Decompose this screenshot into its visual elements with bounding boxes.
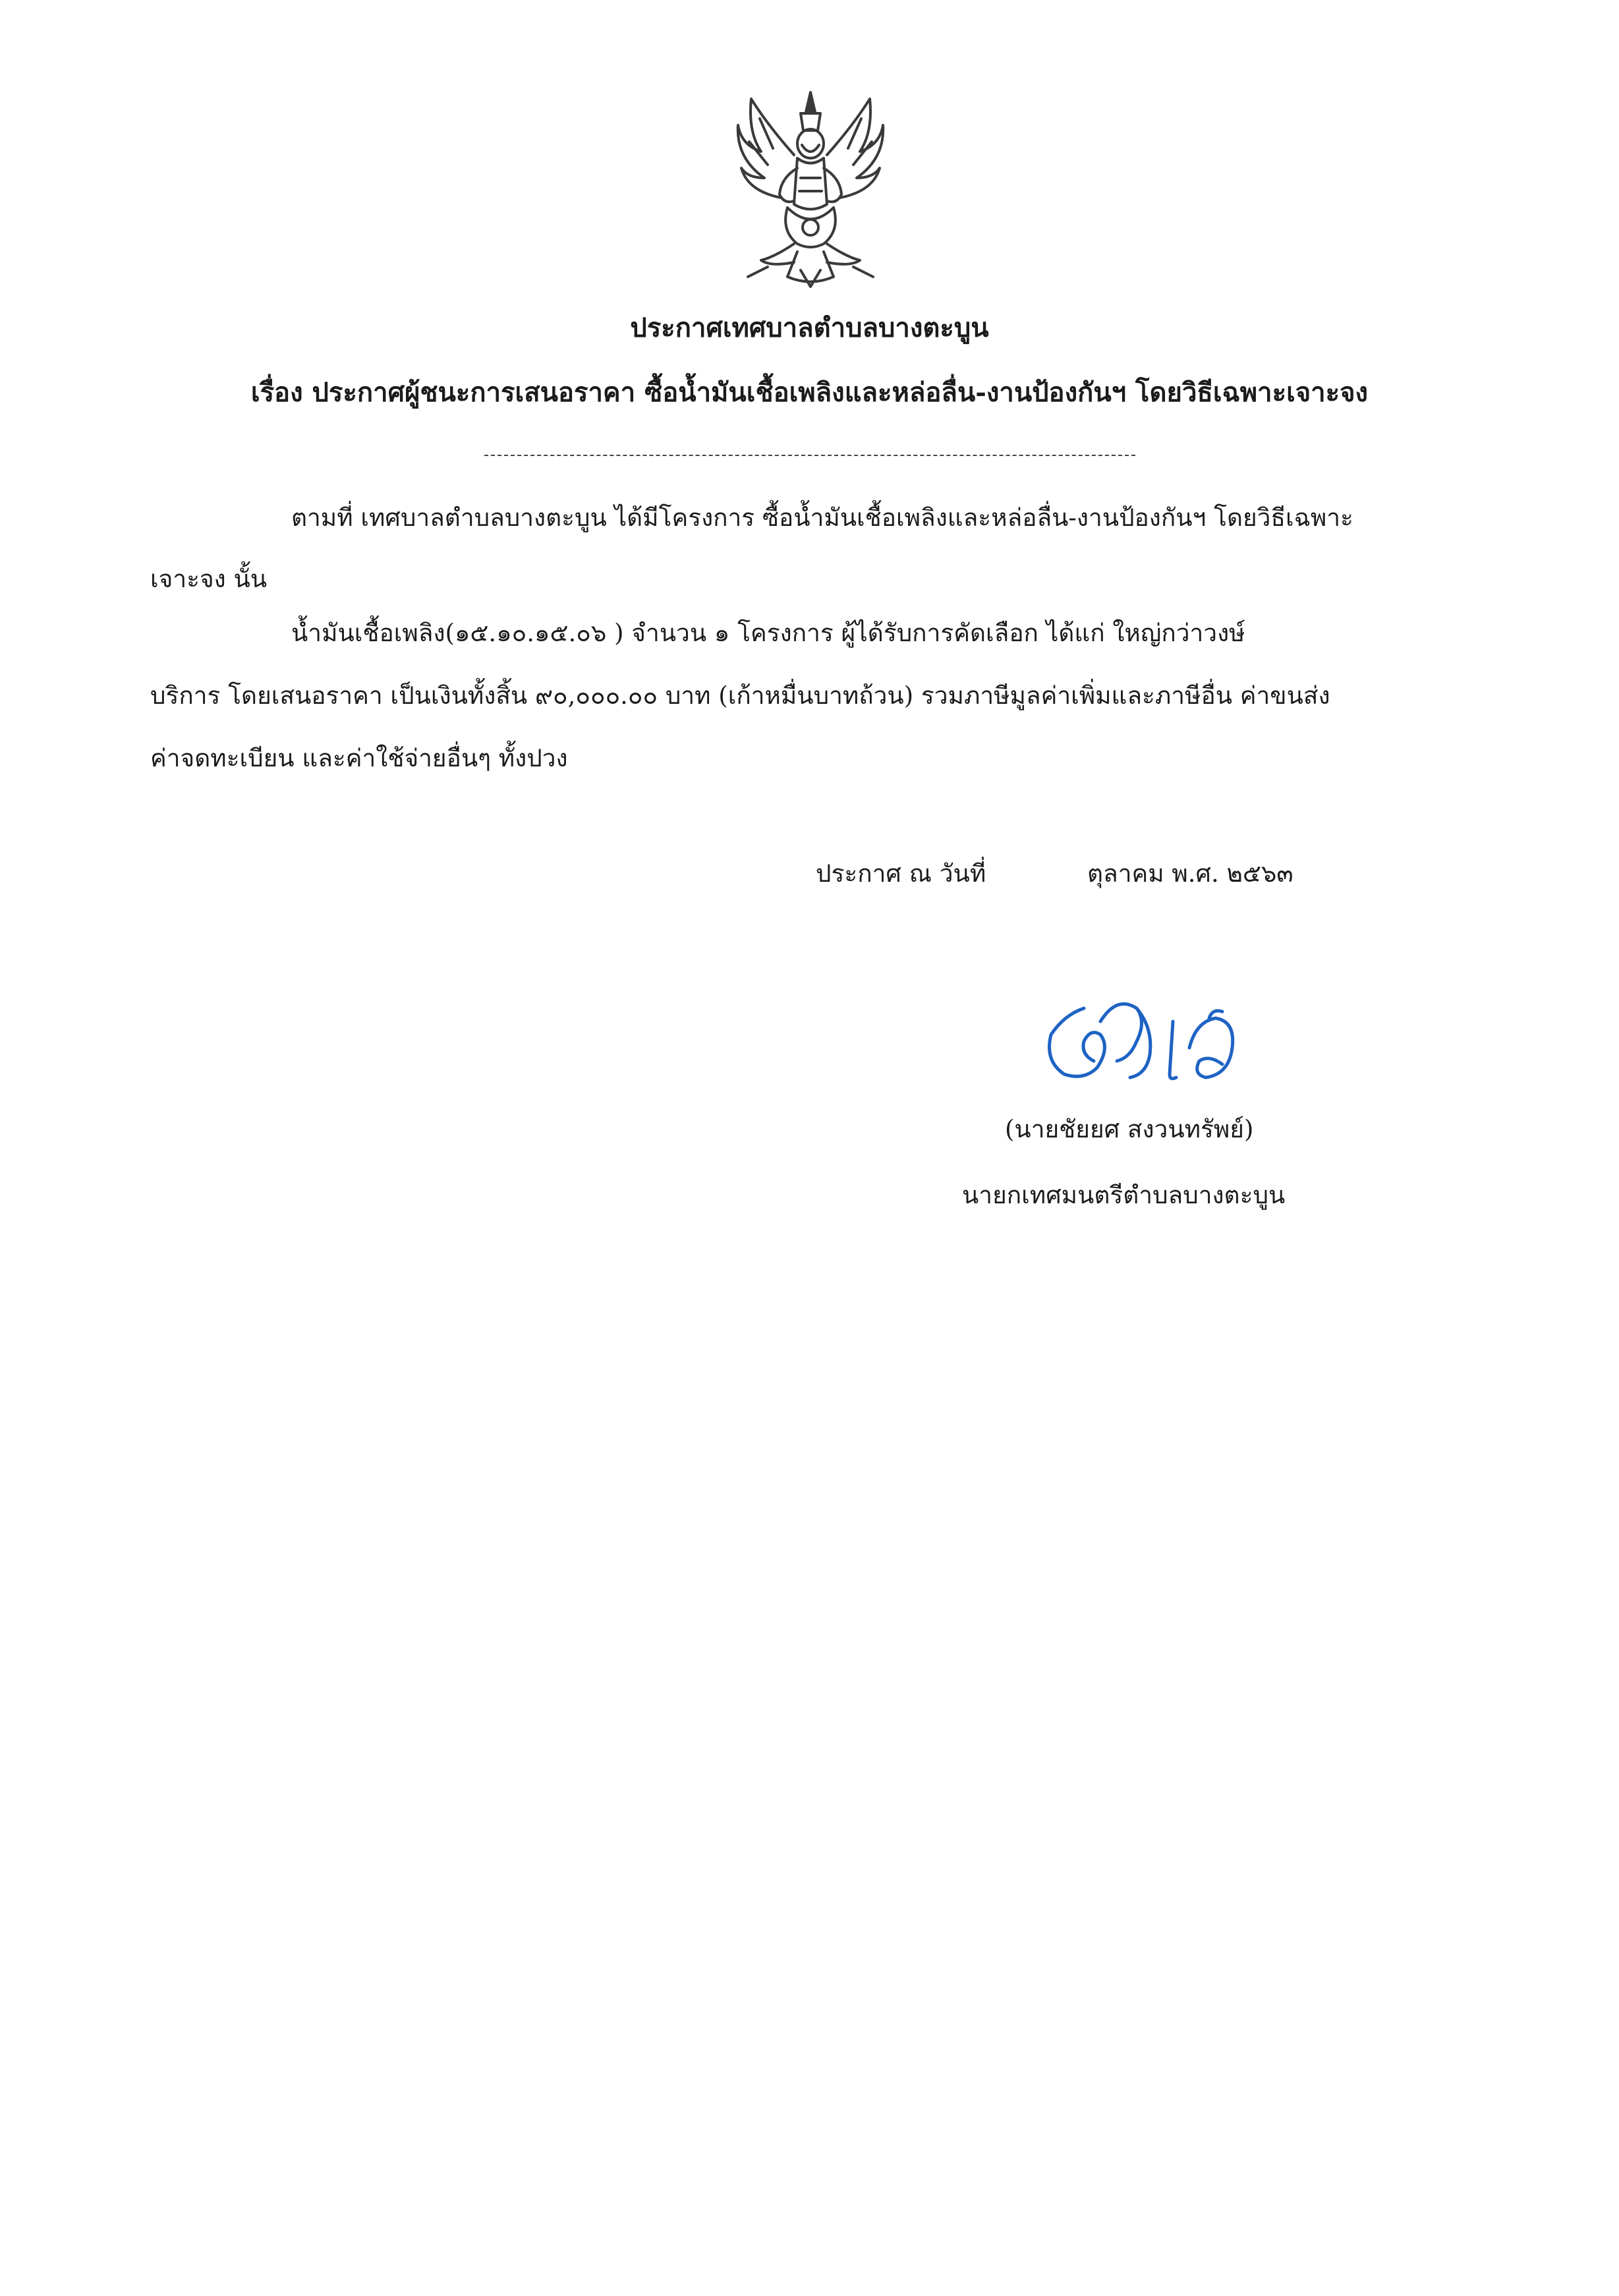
body-paragraph-2-line-2: บริการ โดยเสนอราคา เป็นเงินทั้งสิ้น ๙๐,๐๐๐.๐๐ บาท (เก้าหมื่นบาทถ้วน) รวมภาษีมูลค่าเพิ่มและภาษีอื่น ค่าขนส่ง [150,681,1330,710]
dashed-divider [484,455,1135,456]
signatory-name: (นายชัยยศ สงวนทรัพย์) [1005,1115,1254,1143]
garuda-emblem [702,79,919,297]
body-paragraph-2-line-1: น้ำมันเชื้อเพลิง(๑๕.๑๐.๑๕.๐๖ ) จำนวน ๑ โครงการ ผู้ได้รับการคัดเลือก ได้แก่ ใหญ่กว่าวงษ์ [291,619,1245,647]
signatory-title: นายกเทศมนตรีตำบลบางตะบูน [962,1181,1286,1209]
announcement-title: ประกาศเทศบาลตำบลบางตะบูน [630,312,989,343]
announcement-subject: เรื่อง ประกาศผู้ชนะการเสนอราคา ซื้อน้ำมันเชื้อเพลิงและหล่อลื่น-งานป้องกันฯ โดยวิธีเฉพาะเจาะจง [250,377,1369,408]
signature [1038,982,1275,1101]
date-label: ประกาศ ณ วันที่ [816,859,986,888]
date-value: ตุลาคม พ.ศ. ๒๕๖๓ [1087,859,1293,888]
body-paragraph-2-line-3: ค่าจดทะเบียน และค่าใช้จ่ายอื่นๆ ทั้งปวง [150,744,568,772]
body-paragraph-1-line-1: ตามที่ เทศบาลตำบลบางตะบูน ได้มีโครงการ ซื้อน้ำมันเชื้อเพลิงและหล่อลื่น-งานป้องกันฯ โดยวิธีเฉพาะ [291,503,1353,532]
body-paragraph-1-line-2: เจาะจง นั้น [150,565,268,593]
